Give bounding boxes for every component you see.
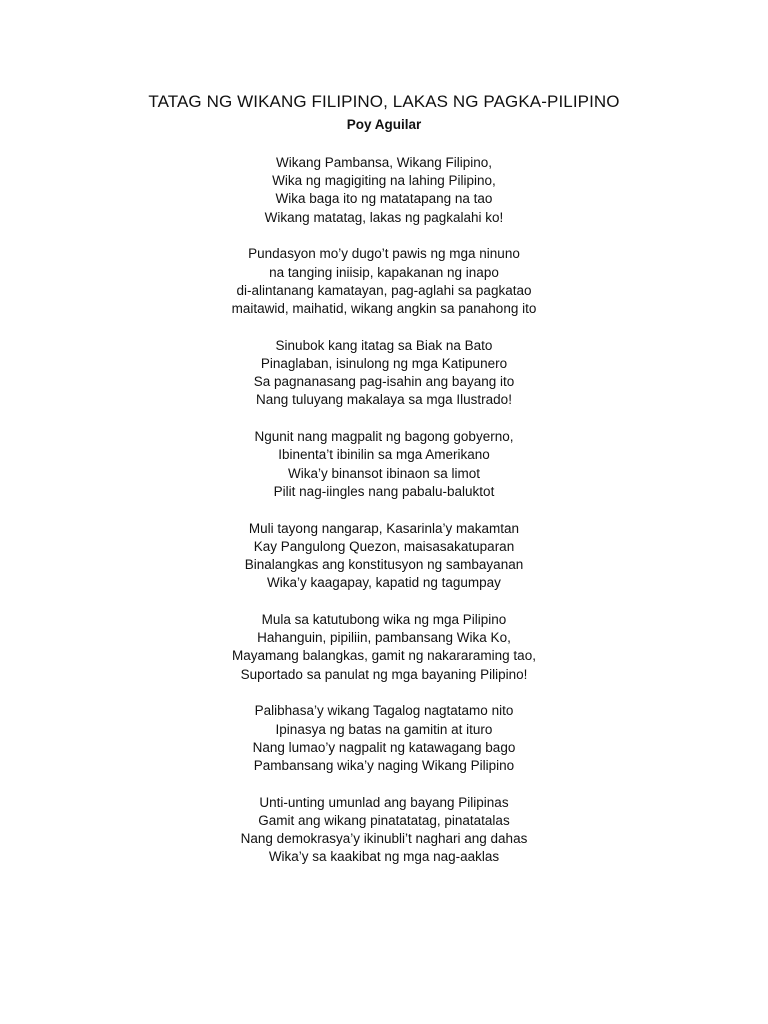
poem-line: Pambansang wika’y naging Wikang Pilipino [253,758,515,774]
poem-line: Ipinasya ng batas na gamitin at ituro [275,721,493,737]
poem-line: Kay Pangulong Quezon, maisasakatuparan [253,538,515,554]
stanza [0,611,768,684]
poem-line: Wika ng magigiting na lahing Pilipino, [272,173,496,189]
poem-line: Mayamang balangkas, gamit ng nakararaming tao, [232,648,536,664]
poem-line: Wikang matatag, lakas ng pagkalahi ko! [264,209,504,225]
poem-line: Wika’y binansot ibinaon sa limot [287,465,481,481]
stanza [0,154,768,227]
stanza [0,794,768,867]
poem-line: Pinaglaban, isinulong ng mga Katipunero [260,356,508,372]
poem-line: Ibinenta’t ibinilin sa mga Amerikano [278,447,490,463]
poem-line: Sinubok kang itatag sa Biak na Bato [275,337,493,353]
poem-author: Poy Aguilar [346,117,422,132]
poem-line: Muli tayong nangarap, Kasarinla’y makamtan [248,520,520,536]
poem-line: Wika’y sa kaakibat ng mga nag-aaklas [268,849,500,865]
poem-title: TATAG NG WIKANG FILIPINO, LAKAS NG PAGKA-PILIPINO [148,92,620,111]
poem-line: Wikang Pambansa, Wikang Filipino, [275,155,493,170]
poem-line: Binalangkas ang konstitusyon ng sambayanan [244,557,524,573]
poem-line: Nang demokrasya’y ikinubli’t naghari ang dahas [240,831,528,847]
poem-line: Palibhasa’y wikang Tagalog nagtatamo nito [254,703,514,719]
stanza [0,245,768,318]
poem-line: Suportado sa panulat ng mga bayaning Pilipino! [240,666,528,682]
poem-line: Nang lumao’y nagpalit ng katawagang bago [252,739,516,755]
poem-line: Wika baga ito ng matatapang na tao [275,191,493,207]
poem-line: Sa pagnanasang pag-isahin ang bayang ito [253,374,515,390]
poem-line: Hahanguin, pipiliin, pambansang Wika Ko, [257,630,511,646]
poem-line: Nang tuluyang makalaya sa mga Ilustrado! [256,392,512,408]
stanza [0,337,768,410]
poem-line: Ngunit nang magpalit ng bagong gobyerno, [254,429,514,445]
poem-line: Pundasyon mo’y dugo’t pawis ng mga ninuno [248,246,520,262]
stanza [0,428,768,501]
poem-line: Pilit nag-iingles nang pabalu-baluktot [273,483,495,499]
poem-line: Unti-unting umunlad ang bayang Pilipinas [259,794,509,810]
poem-line: Gamit ang wikang pinatatatag, pinatatalas [258,813,510,829]
poem-line: di-alintanang kamatayan, pag-aglahi sa pagkatao [236,282,532,298]
poem-line: Wika’y kaagapay, kapatid ng tagumpay [267,575,501,591]
stanza [0,520,768,593]
stanza [0,702,768,775]
poem-line: Mula sa katutubong wika ng mga Pilipino [261,612,507,628]
poem-body [0,154,768,885]
poem-line: maitawid, maihatid, wikang angkin sa panahong ito [231,301,537,317]
poem-line: na tanging iniisip, kapakanan ng inapo [269,264,499,280]
